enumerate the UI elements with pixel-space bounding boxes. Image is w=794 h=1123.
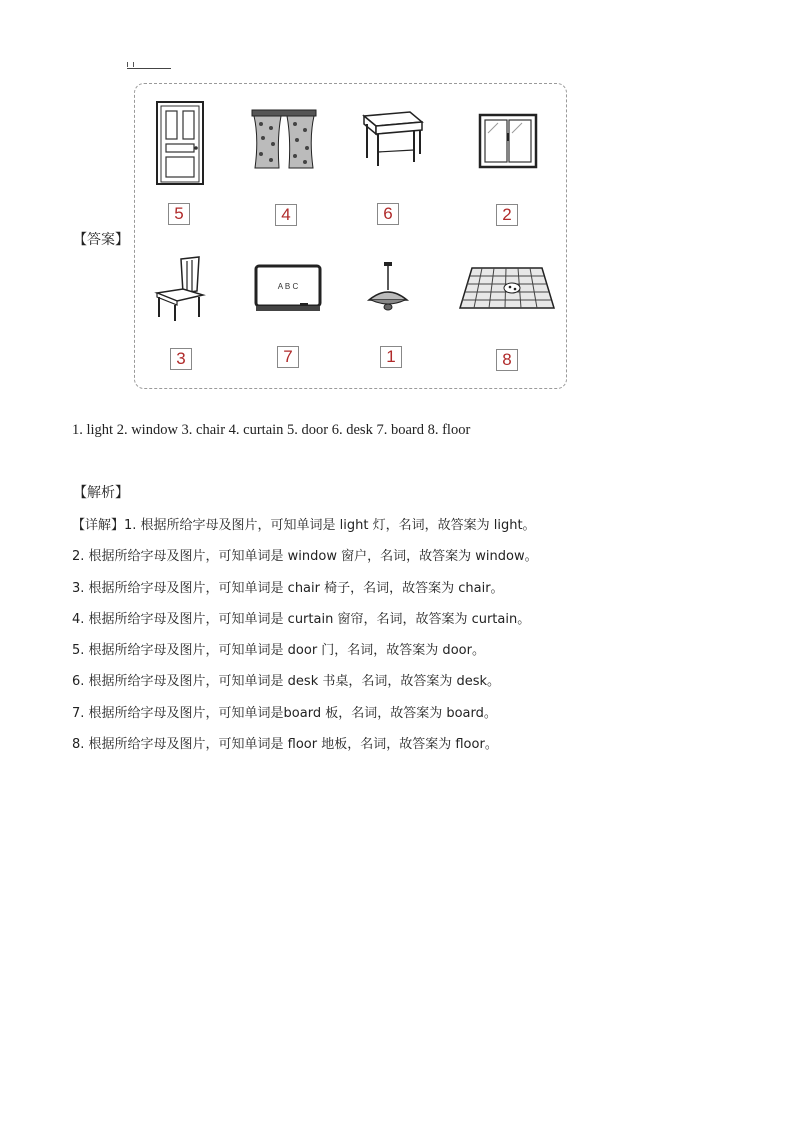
answer-number-light: 1 (380, 346, 402, 368)
curtain-icon (251, 108, 317, 172)
board-icon (254, 264, 322, 314)
detail-line-2: 2. 根据所给字母及图片，可知单词是 window 窗户，名词，故答案为 window。 (72, 549, 538, 564)
detail-line-1: 【详解】1. 根据所给字母及图片，可知单词是 light 灯，名词，故答案为 light。 (72, 518, 536, 533)
answer-number-desk: 6 (377, 203, 399, 225)
light-icon (365, 262, 411, 316)
analysis-label: 【解析】 (73, 485, 129, 501)
answer-number-chair: 3 (170, 348, 192, 370)
detail-line-4: 4. 根据所给字母及图片，可知单词是 curtain 窗帘，名词，故答案为 curtain。 (72, 612, 531, 627)
detail-line-8: 8. 根据所给字母及图片，可知单词是 floor 地板，名词，故答案为 floor。 (72, 737, 498, 752)
answer-number-window: 2 (496, 204, 518, 226)
detail-line-6: 6. 根据所给字母及图片，可知单词是 desk 书桌，名词，故答案为 desk。 (72, 674, 501, 689)
answer-number-floor: 8 (496, 349, 518, 371)
desk-icon (358, 110, 424, 168)
detail-line-3: 3. 根据所给字母及图片，可知单词是 chair 椅子，名词，故答案为 chair。 (72, 581, 504, 596)
answer-number-board: 7 (277, 346, 299, 368)
cropped-heading-fragment (127, 60, 171, 69)
detail-line-7: 7. 根据所给字母及图片，可知单词是board 板，名词，故答案为 board。 (72, 706, 497, 721)
board-letters: A B C (277, 282, 299, 291)
answer-number-curtain: 4 (275, 204, 297, 226)
window-icon (478, 113, 538, 169)
answer-line: 1. light 2. window 3. chair 4. curtain 5. door 6. desk 7. board 8. floor (72, 422, 471, 438)
answer-number-door: 5 (168, 203, 190, 225)
chair-icon (153, 255, 209, 323)
floor-icon (458, 266, 556, 310)
detail-line-5: 5. 根据所给字母及图片，可知单词是 door 门，名词，故答案为 door。 (72, 643, 485, 658)
answer-label: 【答案】 (73, 232, 129, 248)
door-icon (154, 100, 206, 186)
